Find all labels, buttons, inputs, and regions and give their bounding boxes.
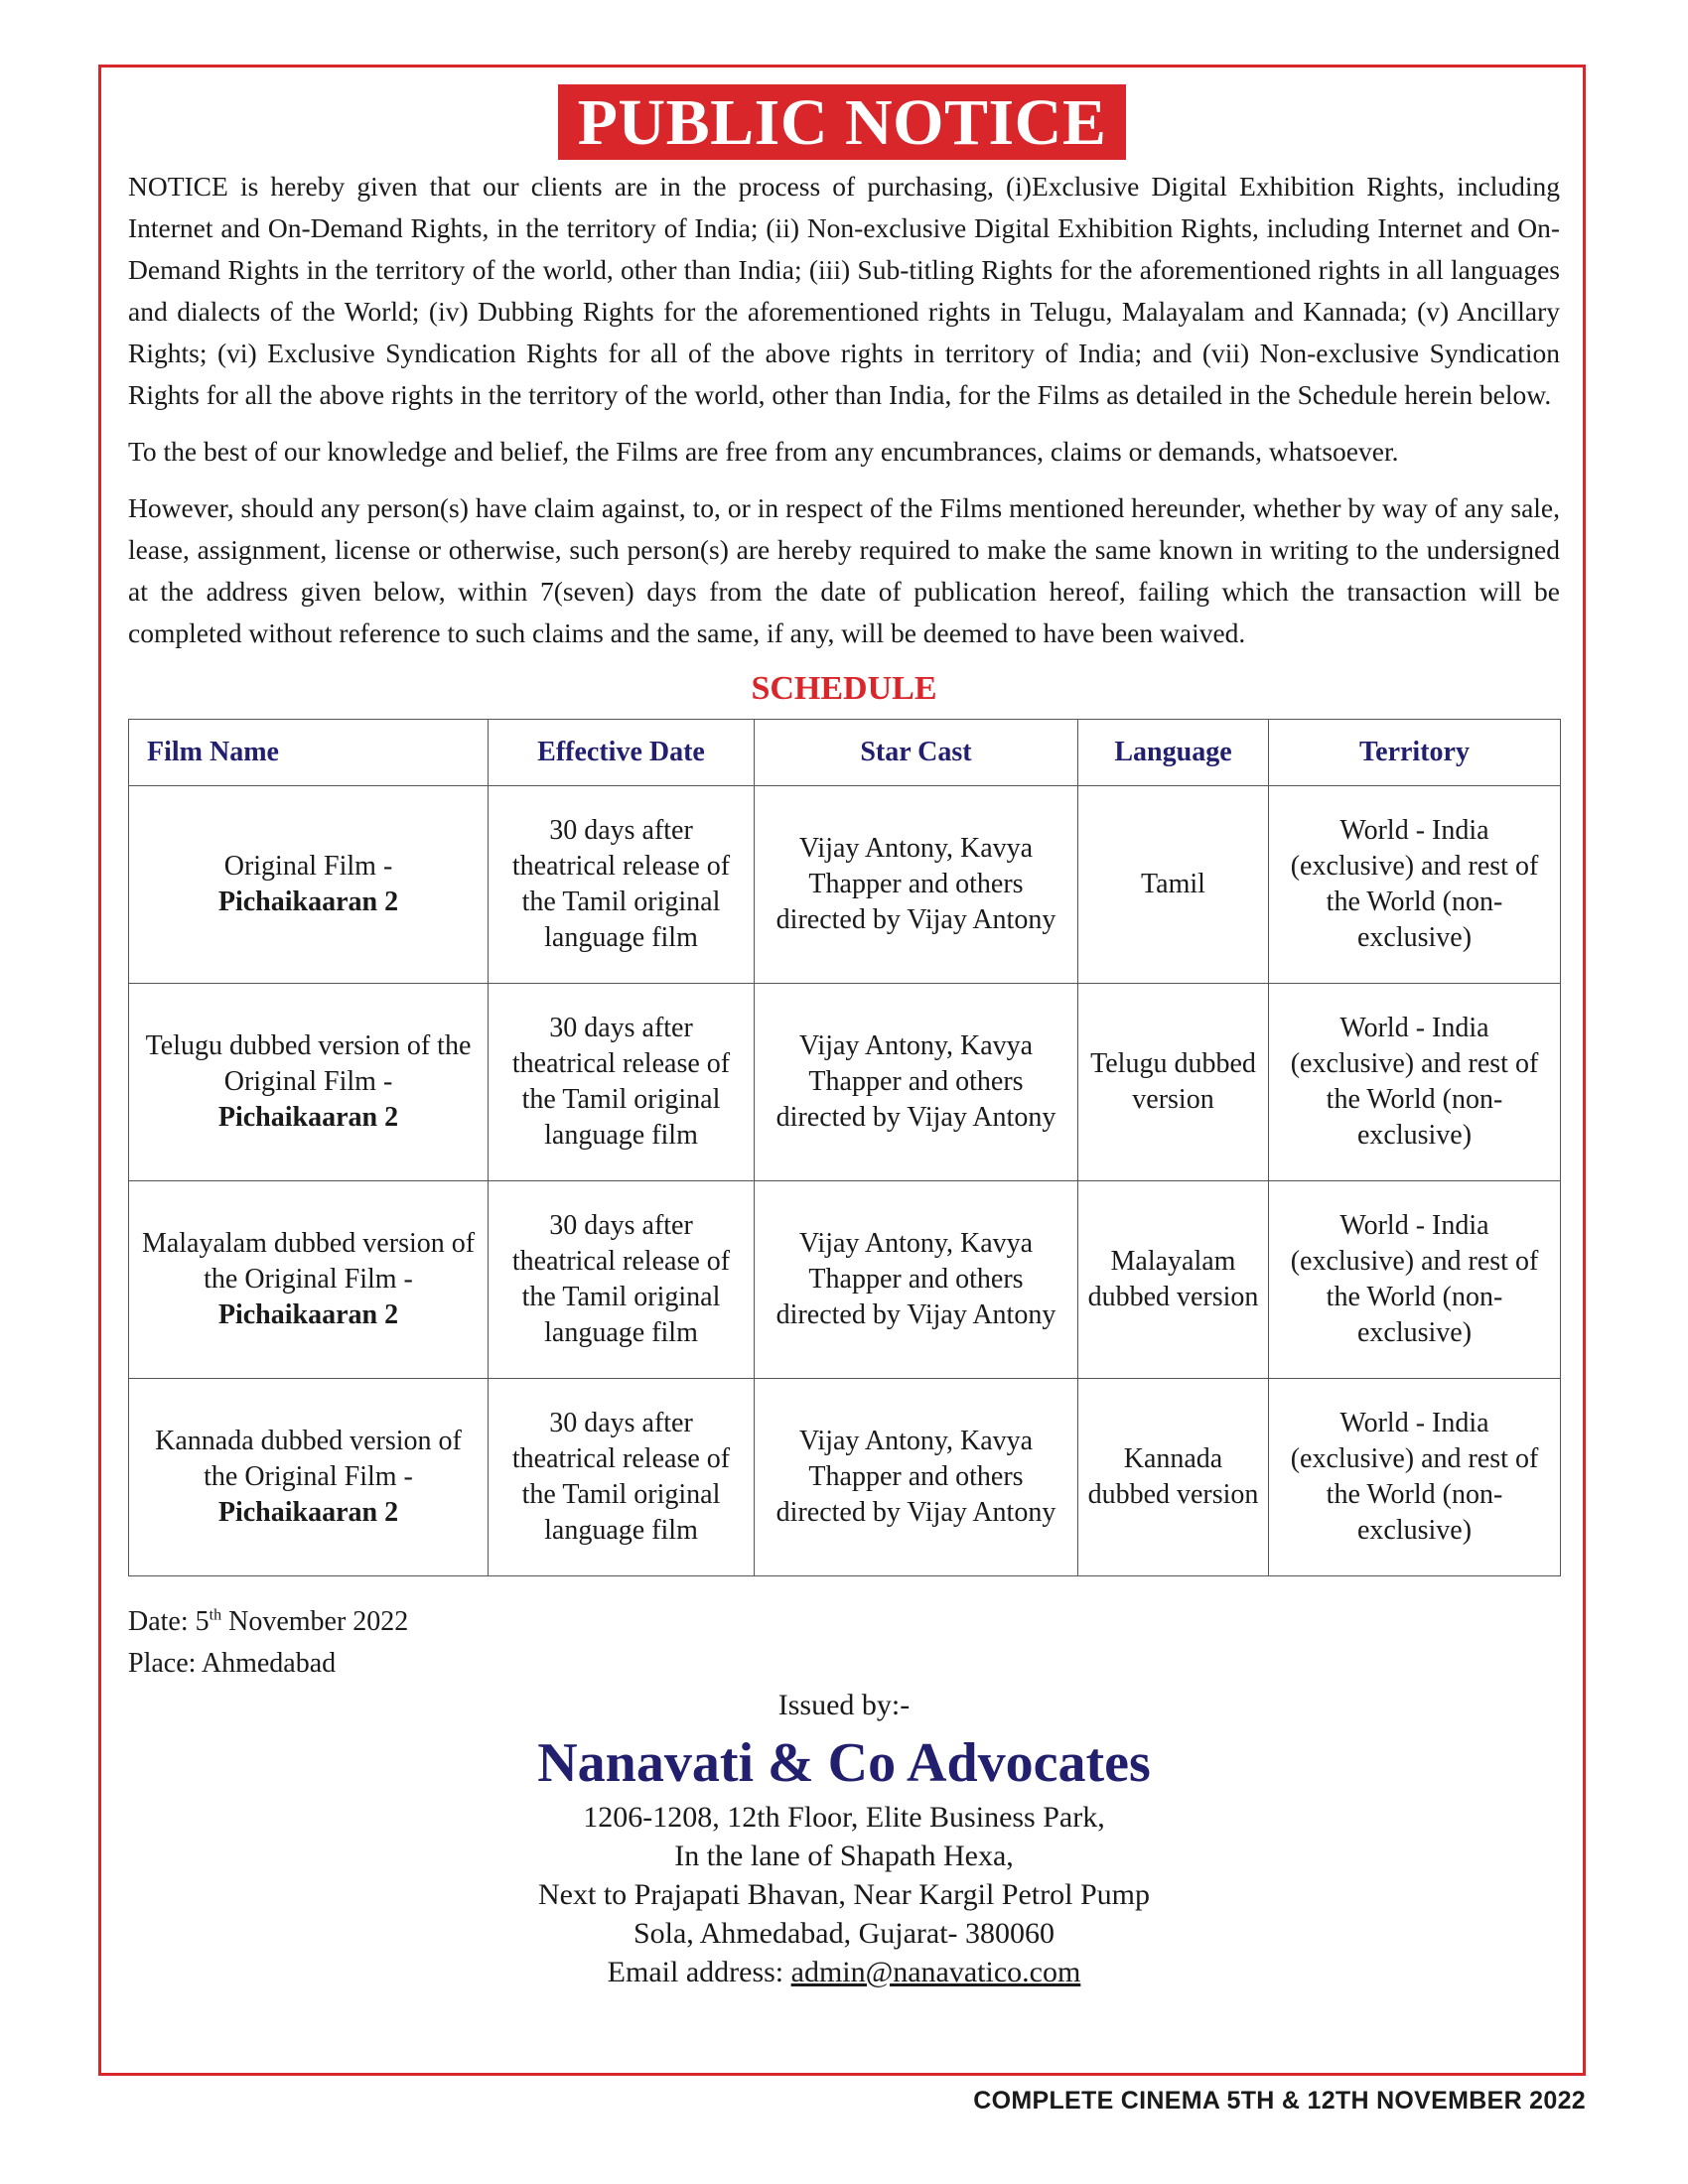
notice-border: [98, 65, 1586, 2076]
notice-date: [128, 1601, 1560, 1643]
date-rest: November 2022: [221, 1606, 409, 1637]
address-line-2: In the lane of Shapath Hexa,: [674, 1840, 1014, 1872]
film-name-cell: [129, 786, 489, 984]
table-row: [129, 984, 1561, 1181]
publication-footer: COMPLETE CINEMA 5TH & 12TH NOVEMBER 2022: [973, 2087, 1586, 2115]
title-wrap: [101, 84, 1583, 160]
table-row: [129, 1379, 1561, 1576]
effective-date-cell: 30 days after theatrical release of the Tamil original language film: [489, 1181, 755, 1379]
address-block: [128, 1798, 1560, 1991]
effective-date-cell: 30 days after theatrical release of the Tamil original language film: [489, 984, 755, 1181]
territory-cell: World - India (exclusive) and rest of the World (non-exclusive): [1269, 1379, 1561, 1576]
email-label: Email address:: [607, 1956, 791, 1988]
territory-cell: World - India (exclusive) and rest of the World (non-exclusive): [1269, 984, 1561, 1181]
date-label: Date: 5: [128, 1606, 210, 1637]
notice-body: [128, 166, 1560, 1991]
film-name-cell: [129, 1181, 489, 1379]
table-row: [129, 786, 1561, 984]
film-name-cell: [129, 1379, 489, 1576]
header-territory: Territory: [1269, 720, 1561, 786]
film-title: Pichaikaaran 2: [217, 1497, 399, 1528]
address-line-1: 1206-1208, 12th Floor, Elite Business Park,: [583, 1801, 1105, 1834]
issued-by-label: Issued by:-: [777, 1689, 911, 1721]
star-cast-cell: Vijay Antony, Kavya Thapper and others directed by Vijay Antony: [755, 786, 1078, 984]
header-effective-date: Effective Date: [489, 720, 755, 786]
firm-name: Nanavati & Co Advocates: [537, 1732, 1151, 1794]
notice-paragraph-2: To the best of our knowledge and belief, the Films are free from any encumbrances, claims or demands, whatsoever.: [128, 436, 1399, 467]
header-film-name: Film Name: [129, 720, 489, 786]
star-cast-cell: Vijay Antony, Kavya Thapper and others directed by Vijay Antony: [755, 1379, 1078, 1576]
film-name-prefix: Kannada dubbed version of the Original Film -: [155, 1426, 462, 1492]
notice-paragraph-1: NOTICE is hereby given that our clients are in the process of purchasing, (i)Exclusive Digital Exhibition Rights, including Internet and On-Demand Rights, in the territory of India; (ii) Non-exclusive Digital Exhibition Rights, including Internet and On-Demand Rights in the territory of the world, other than India; (iii) Sub-titling Rights for the aforementioned rights in all languages and dialects of the World; (iv) Dubbing Rights for the aforementioned rights in Telugu, Malayalam and Kannada; (v) Ancillary Rights; (vi) Exclusive Syndication Rights for all of the above rights in territory of India; and (vii) Non-exclusive Syndication Rights for all the above rights in the territory of the world, other than India, for the Films as detailed in the Schedule herein below.: [128, 171, 1560, 410]
table-header-row: [129, 720, 1561, 786]
email-link[interactable]: admin@nanavatico.com: [790, 1956, 1081, 1988]
film-title: Pichaikaaran 2: [217, 887, 399, 917]
territory-cell: World - India (exclusive) and rest of the World (non-exclusive): [1269, 1181, 1561, 1379]
star-cast-cell: Vijay Antony, Kavya Thapper and others directed by Vijay Antony: [755, 1181, 1078, 1379]
notice-meta: [128, 1601, 1560, 1685]
film-title: Pichaikaaran 2: [217, 1102, 399, 1133]
language-cell: Tamil: [1078, 786, 1269, 984]
territory-cell: World - India (exclusive) and rest of the World (non-exclusive): [1269, 786, 1561, 984]
header-language: Language: [1078, 720, 1269, 786]
schedule-table: [128, 719, 1561, 1576]
notice-paragraph-3: However, should any person(s) have claim against, to, or in respect of the Films mentioned hereunder, whether by way of any sale, lease, assignment, license or otherwise, such person(s) are hereby required to make the same known in writing to the undersigned at the address given below, within 7(seven) days from the date of publication hereof, failing which the transaction will be completed without reference to such claims and the same, if any, will be deemed to have been waived.: [128, 492, 1560, 648]
effective-date-cell: 30 days after theatrical release of the Tamil original language film: [489, 1379, 755, 1576]
email-line: [128, 1953, 1560, 1991]
notice-title: PUBLIC NOTICE: [558, 84, 1127, 160]
table-row: [129, 1181, 1561, 1379]
effective-date-cell: 30 days after theatrical release of the Tamil original language film: [489, 786, 755, 984]
notice-place: Place: Ahmedabad: [128, 1648, 337, 1679]
date-ordinal: th: [209, 1606, 222, 1624]
header-star-cast: Star Cast: [755, 720, 1078, 786]
star-cast-cell: Vijay Antony, Kavya Thapper and others directed by Vijay Antony: [755, 984, 1078, 1181]
film-name-cell: [129, 984, 489, 1181]
film-name-prefix: Malayalam dubbed version of the Original Film -: [141, 1228, 476, 1295]
schedule-title: SCHEDULE: [751, 670, 937, 707]
address-line-4: Sola, Ahmedabad, Gujarat- 380060: [633, 1917, 1055, 1950]
language-cell: Malayalam dubbed version: [1078, 1181, 1269, 1379]
address-line-3: Next to Prajapati Bhavan, Near Kargil Petrol Pump: [538, 1878, 1150, 1911]
film-name-prefix: Telugu dubbed version of the Original Film -: [145, 1030, 472, 1097]
language-cell: Telugu dubbed version: [1078, 984, 1269, 1181]
language-cell: Kannada dubbed version: [1078, 1379, 1269, 1576]
film-name-prefix: Original Film -: [223, 851, 393, 882]
film-title: Pichaikaaran 2: [217, 1299, 399, 1330]
